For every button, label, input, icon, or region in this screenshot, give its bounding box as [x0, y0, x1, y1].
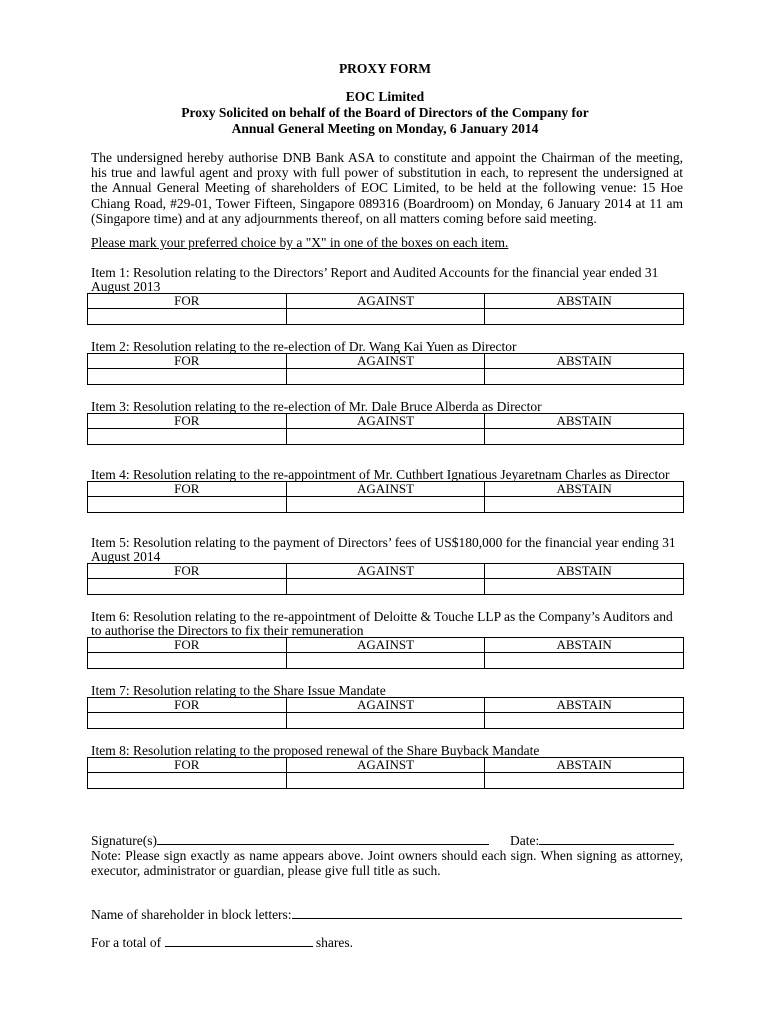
date-label: Date:: [510, 833, 540, 848]
item-2-abstain-box[interactable]: [485, 369, 684, 385]
item-4-text: Item 4: Resolution relating to the re-appointment of Mr. Cuthbert Ignatious Jeyaretnam Charles as Director: [91, 467, 670, 482]
against-header: AGAINST: [286, 638, 485, 653]
item-1-abstain-box[interactable]: [485, 309, 684, 325]
item-5-vote-table: [87, 563, 684, 595]
for-header: FOR: [88, 758, 287, 773]
for-header: FOR: [88, 414, 287, 429]
for-header: FOR: [88, 638, 287, 653]
signature-note: Note: Please sign exactly as name appears above. Joint owners should each sign. When signing as attorney, executor, administrator or guardian, please give full title as such.: [91, 848, 683, 879]
shareholder-name-row: [91, 906, 682, 922]
against-header: AGAINST: [286, 354, 485, 369]
abstain-header: ABSTAIN: [485, 638, 684, 653]
abstain-header: ABSTAIN: [485, 294, 684, 309]
item-4-vote-table: [87, 481, 684, 513]
against-header: AGAINST: [286, 294, 485, 309]
against-header: AGAINST: [286, 482, 485, 497]
instruction-text: Please mark your preferred choice by a "X" in one of the boxes on each item.: [91, 235, 509, 250]
item-6-text: Item 6: Resolution relating to the re-appointment of Deloitte & Touche LLP as the Company’s Auditors and to authorise the Directors to fix their remuneration: [91, 609, 673, 638]
for-header: FOR: [88, 354, 287, 369]
abstain-header: ABSTAIN: [485, 482, 684, 497]
signature-label: Signature(s): [91, 833, 157, 848]
against-header: AGAINST: [286, 564, 485, 579]
meeting-line: Annual General Meeting on Monday, 6 January 2014: [231, 121, 539, 136]
total-shares-prefix: For a total of: [91, 935, 162, 950]
item-2-text: Item 2: Resolution relating to the re-election of Dr. Wang Kai Yuen as Director: [91, 339, 517, 354]
item-8-abstain-box[interactable]: [485, 773, 684, 789]
date-field[interactable]: [539, 832, 674, 845]
item-1-vote-table: [87, 293, 684, 325]
against-header: AGAINST: [286, 758, 485, 773]
total-shares-row: [91, 934, 353, 950]
shareholder-name-label: Name of shareholder in block letters:: [91, 907, 292, 922]
against-header: AGAINST: [286, 414, 485, 429]
item-7-abstain-box[interactable]: [485, 713, 684, 729]
item-6-vote-table: [87, 637, 684, 669]
item-3-abstain-box[interactable]: [485, 429, 684, 445]
item-1-text: Item 1: Resolution relating to the Directors’ Report and Audited Accounts for the financial year ended 31 August 2013: [91, 265, 659, 294]
item-3-for-box[interactable]: [88, 429, 287, 445]
total-shares-suffix: shares.: [315, 935, 353, 950]
item-2-against-box[interactable]: [286, 369, 485, 385]
abstain-header: ABSTAIN: [485, 758, 684, 773]
item-1-against-box[interactable]: [286, 309, 485, 325]
item-5-abstain-box[interactable]: [485, 579, 684, 595]
item-8-against-box[interactable]: [286, 773, 485, 789]
item-6-abstain-box[interactable]: [485, 653, 684, 669]
item-3-vote-table: [87, 413, 684, 445]
item-2-vote-table: [87, 353, 684, 385]
item-4-for-box[interactable]: [88, 497, 287, 513]
signature-row: [91, 832, 489, 848]
item-5-against-box[interactable]: [286, 579, 485, 595]
for-header: FOR: [88, 482, 287, 497]
abstain-header: ABSTAIN: [485, 564, 684, 579]
abstain-header: ABSTAIN: [485, 414, 684, 429]
item-7-vote-table: [87, 697, 684, 729]
for-header: FOR: [88, 698, 287, 713]
for-header: FOR: [88, 564, 287, 579]
item-6-for-box[interactable]: [88, 653, 287, 669]
item-4-against-box[interactable]: [286, 497, 485, 513]
item-8-vote-table: [87, 757, 684, 789]
item-4-abstain-box[interactable]: [485, 497, 684, 513]
item-8-for-box[interactable]: [88, 773, 287, 789]
against-header: AGAINST: [286, 698, 485, 713]
item-8-text: Item 8: Resolution relating to the proposed renewal of the Share Buyback Mandate: [91, 743, 540, 758]
item-7-against-box[interactable]: [286, 713, 485, 729]
company-name: EOC Limited: [345, 89, 425, 104]
item-5-for-box[interactable]: [88, 579, 287, 595]
item-7-for-box[interactable]: [88, 713, 287, 729]
for-header: FOR: [88, 294, 287, 309]
item-3-against-box[interactable]: [286, 429, 485, 445]
form-title: PROXY FORM: [338, 61, 432, 76]
date-row: [510, 832, 674, 848]
form-subtitle: Proxy Solicited on behalf of the Board of Directors of the Company for: [181, 105, 589, 120]
item-7-text: Item 7: Resolution relating to the Share Issue Mandate: [91, 683, 386, 698]
item-1-for-box[interactable]: [88, 309, 287, 325]
item-6-against-box[interactable]: [286, 653, 485, 669]
item-3-text: Item 3: Resolution relating to the re-election of Mr. Dale Bruce Alberda as Director: [91, 399, 542, 414]
intro-paragraph: The undersigned hereby authorise DNB Bank ASA to constitute and appoint the Chairman of the meeting, his true and lawful agent and proxy with full power of substitution in each, to represent the undersigned at the Annual General Meeting of shareholders of EOC Limited, to be held at the following venue: 15 Hoe Chiang Road, #29-01, Tower Fifteen, Singapore 089316 (Boardroom) on Monday, 6 January 2014 at 11 am (Singapore time) and at any adjournments thereof, on all matters coming before said meeting.: [91, 150, 683, 226]
shareholder-name-field[interactable]: [292, 906, 682, 919]
abstain-header: ABSTAIN: [485, 698, 684, 713]
abstain-header: ABSTAIN: [485, 354, 684, 369]
item-2-for-box[interactable]: [88, 369, 287, 385]
signature-field[interactable]: [157, 832, 489, 845]
item-5-text: Item 5: Resolution relating to the payment of Directors’ fees of US$180,000 for the financial year ending 31 August 2014: [91, 535, 676, 564]
total-shares-field[interactable]: [165, 934, 313, 947]
